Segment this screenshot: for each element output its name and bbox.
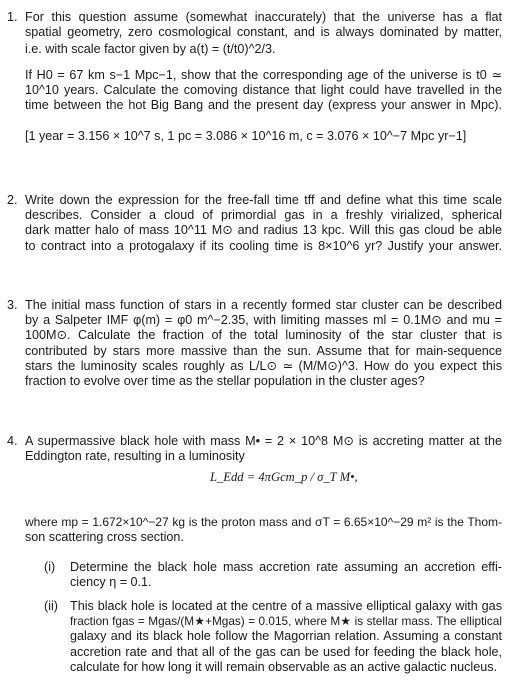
text-line: 100M⊙. Calculate the fraction of the total luminosity of the star cluster that is — [25, 328, 502, 343]
text-line: fraction to evolve over time as the stellar population in the cluster ages? — [25, 374, 425, 389]
text-line: to contract into a protogalaxy if its cooling time is 8×10^6 yr? Justify your answer. — [25, 238, 502, 253]
text-line: A supermassive black hole with mass M• = 2 × 10^8 M⊙ is accreting matter at the — [25, 434, 502, 448]
text-line: by a Salpeter IMF φ(m) = φ0 m^−2.35, with limiting masses ml = 0.1M⊙ and mu = — [25, 313, 502, 328]
text-line: ciency η = 0.1. — [70, 575, 152, 590]
text-line: 10^10 years. Calculate the comoving distance that light could have travelled in the — [25, 82, 502, 97]
question-text — [25, 10, 502, 144]
text-line: dark matter halo of mass 10^11 M⊙ and radius 13 kpc. Will this gas cloud be able — [25, 223, 502, 238]
text-line: Determine the black hole mass accretion rate assuming an accretion effi- — [70, 560, 502, 574]
text-line: i.e. with scale factor given by a(t) = (t/t0)^2/3. — [25, 42, 276, 57]
text-line: where mp = 1.672×10^−27 kg is the proton mass and σT = 6.65×10^−29 m² is the Thom- — [25, 515, 502, 529]
text-line: time between the hot Big Bang and the present day (express your answer in Mpc). — [25, 98, 502, 113]
text-line: For this question assume (somewhat inaccurately) that the universe has a flat — [25, 10, 502, 24]
question-text — [25, 193, 502, 254]
text-line: If H0 = 67 km s−1 Mpc−1, show that the corresponding age of the universe is t0 ≃ — [25, 67, 502, 82]
text-line: Eddington rate, resulting in a luminosity — [25, 449, 245, 464]
question-number: 4. — [7, 434, 18, 448]
text-line: This black hole is located at the centre of a massive elliptical galaxy with gas — [70, 599, 502, 613]
subquestion-number: (ii) — [44, 599, 58, 613]
text-line: Write down the expression for the free-fall time tff and define what this time scale — [25, 193, 502, 207]
question-number: 1. — [7, 10, 18, 24]
text-line: son scattering cross section. — [25, 530, 184, 545]
question-text — [25, 298, 502, 389]
text-line: stars the luminosity scales roughly as L/L⊙ ≃ (M/M⊙)^3. How do you expect this — [25, 358, 502, 373]
question-text-continued — [25, 515, 502, 545]
text-line: The initial mass function of stars in a recently formed star cluster can be described — [25, 298, 502, 312]
text-line: galaxy and its black hole follow the Magorrian relation. Assuming a constant — [70, 629, 502, 644]
subquestion-text — [70, 599, 502, 675]
question-number: 2. — [7, 193, 18, 207]
text-line: describes. Consider a cloud of primordial gas in a freshly virialized, spherical — [25, 208, 502, 223]
eddington-formula: L_Edd = 4πGcm_p / σ_T M•, — [210, 470, 358, 484]
subquestion-text — [70, 560, 502, 590]
text-line: [1 year = 3.156 × 10^7 s, 1 pc = 3.086 × 10^16 m, c = 3.076 × 10^−7 Mpc yr−1] — [25, 129, 467, 144]
text-line: fraction fgas = Mgas/(M★+Mgas) = 0.015, where M★ is stellar mass. The elliptical — [70, 614, 502, 629]
text-line: accretion rate and that all of the gas can be used for feeding the black hole, — [70, 644, 502, 659]
text-line: contributed by stars more massive than the sun. Assume that for main-sequence — [25, 343, 502, 358]
text-line: calculate for how long it will remain observable as an active galactic nucleus. — [70, 659, 498, 674]
question-number: 3. — [7, 298, 18, 312]
question-text — [25, 434, 502, 464]
text-line: spatial geometry, zero cosmological constant, and is always dominated by matter, — [25, 25, 502, 40]
subquestion-number: (i) — [44, 560, 56, 574]
